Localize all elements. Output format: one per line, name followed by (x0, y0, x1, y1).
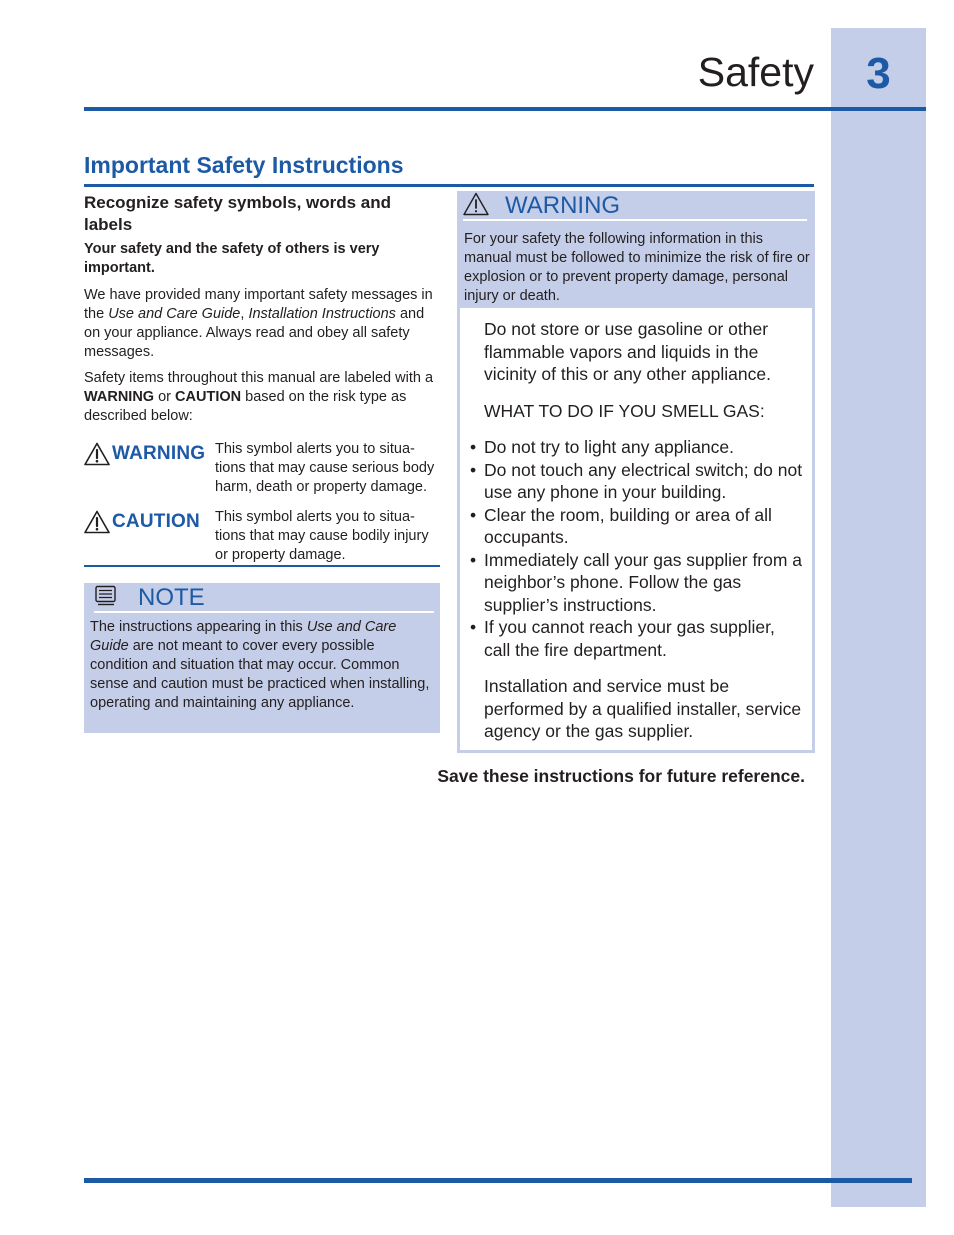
note-text: The instructions appearing in this (90, 619, 307, 635)
para-text: We have provided many important safety messages in the (84, 287, 433, 322)
installation-title: Installation Instructions (248, 306, 396, 322)
warning-intro: For your safety the following information in this manual must be followed to minimize the risk of fire or explosion or to prevent property damage, personal injury or death. (464, 231, 810, 304)
list-item: • Do not touch any electrical switch; do not use any phone in your building. (484, 459, 804, 504)
note-box (84, 583, 440, 733)
warning-triangle-icon (463, 192, 489, 216)
list-item: • Do not try to light any appliance. (484, 436, 804, 459)
caution-symbol-word: CAUTION (112, 511, 200, 532)
page-title: Safety (697, 49, 814, 95)
section-heading: Important Safety Instructions (84, 152, 404, 178)
labels-paragraph (84, 369, 440, 426)
list-item: • Immediately call your gas supplier from a neighbor’s phone. Follow the gas supplier’s instructions. (484, 549, 804, 617)
para-text: or (154, 389, 176, 405)
warning-label: WARNING (505, 192, 621, 219)
caution-term: CAUTION (175, 389, 242, 405)
gas-warning-panel (460, 308, 812, 750)
list-item: • If you cannot reach your gas supplier, call the fire department. (484, 616, 804, 661)
note-text: are not meant to cover every possible condition and situation that may occur. Common sense and caution must be practiced when installing, operating and maintaining any appliance. (90, 638, 430, 711)
para-text: and on your appliance. Always read and obey all safety messages. (84, 306, 425, 360)
warning-term: WARNING (84, 389, 155, 405)
header-rule (84, 107, 926, 111)
note-icon (94, 585, 118, 607)
section-rule (84, 184, 814, 187)
warning-box (457, 191, 815, 753)
gas-warning-text (484, 318, 804, 757)
save-instructions-note: Save these instructions for future reference. (437, 766, 805, 786)
warning-header (463, 193, 807, 221)
left-column-rule (84, 565, 440, 567)
left-column (84, 192, 440, 576)
gas-steps-list (484, 436, 804, 661)
para-text: Safety items throughout this manual are labeled with a (84, 370, 434, 386)
warning-symbol-description: This symbol alerts you to situa-tions that may cause serious body harm, death or property damage. (215, 441, 435, 495)
guide-title: Use and Care Guide (108, 306, 241, 322)
warning-symbol-label (84, 442, 205, 466)
para-separator: , (240, 306, 249, 322)
safety-messages-paragraph (84, 286, 440, 362)
warning-symbol-word: WARNING (112, 443, 206, 464)
sub-heading: Recognize safety symbols, words and labels (84, 193, 392, 234)
note-header (94, 585, 434, 613)
guide-title: Use and Care Guide (90, 619, 397, 654)
note-body (90, 618, 430, 713)
storage-warning: Do not store or use gasoline or other flammable vapors and liquids in the vicinity of this or any other appliance. (484, 319, 771, 384)
list-item: • Clear the room, building or area of all occupants. (484, 504, 804, 549)
side-tab (831, 28, 926, 1207)
para-text: based on the risk type as described below: (84, 389, 407, 424)
warning-triangle-icon (84, 442, 110, 466)
warning-symbol-row (84, 440, 440, 508)
caution-symbol-label (84, 510, 200, 534)
warning-triangle-icon (84, 510, 110, 534)
footer-rule (84, 1178, 912, 1183)
caution-symbol-description: This symbol alerts you to situa-tions that may cause bodily injury or property damage. (215, 509, 429, 563)
note-label: NOTE (138, 584, 205, 611)
page-number: 3 (866, 49, 891, 98)
installation-warning: Installation and service must be performed by a qualified installer, service agency or the gas supplier. (484, 676, 802, 741)
safety-importance-text: Your safety and the safety of others is very important. (84, 241, 380, 276)
smell-gas-heading: WHAT TO DO IF YOU SMELL GAS: (484, 400, 765, 421)
